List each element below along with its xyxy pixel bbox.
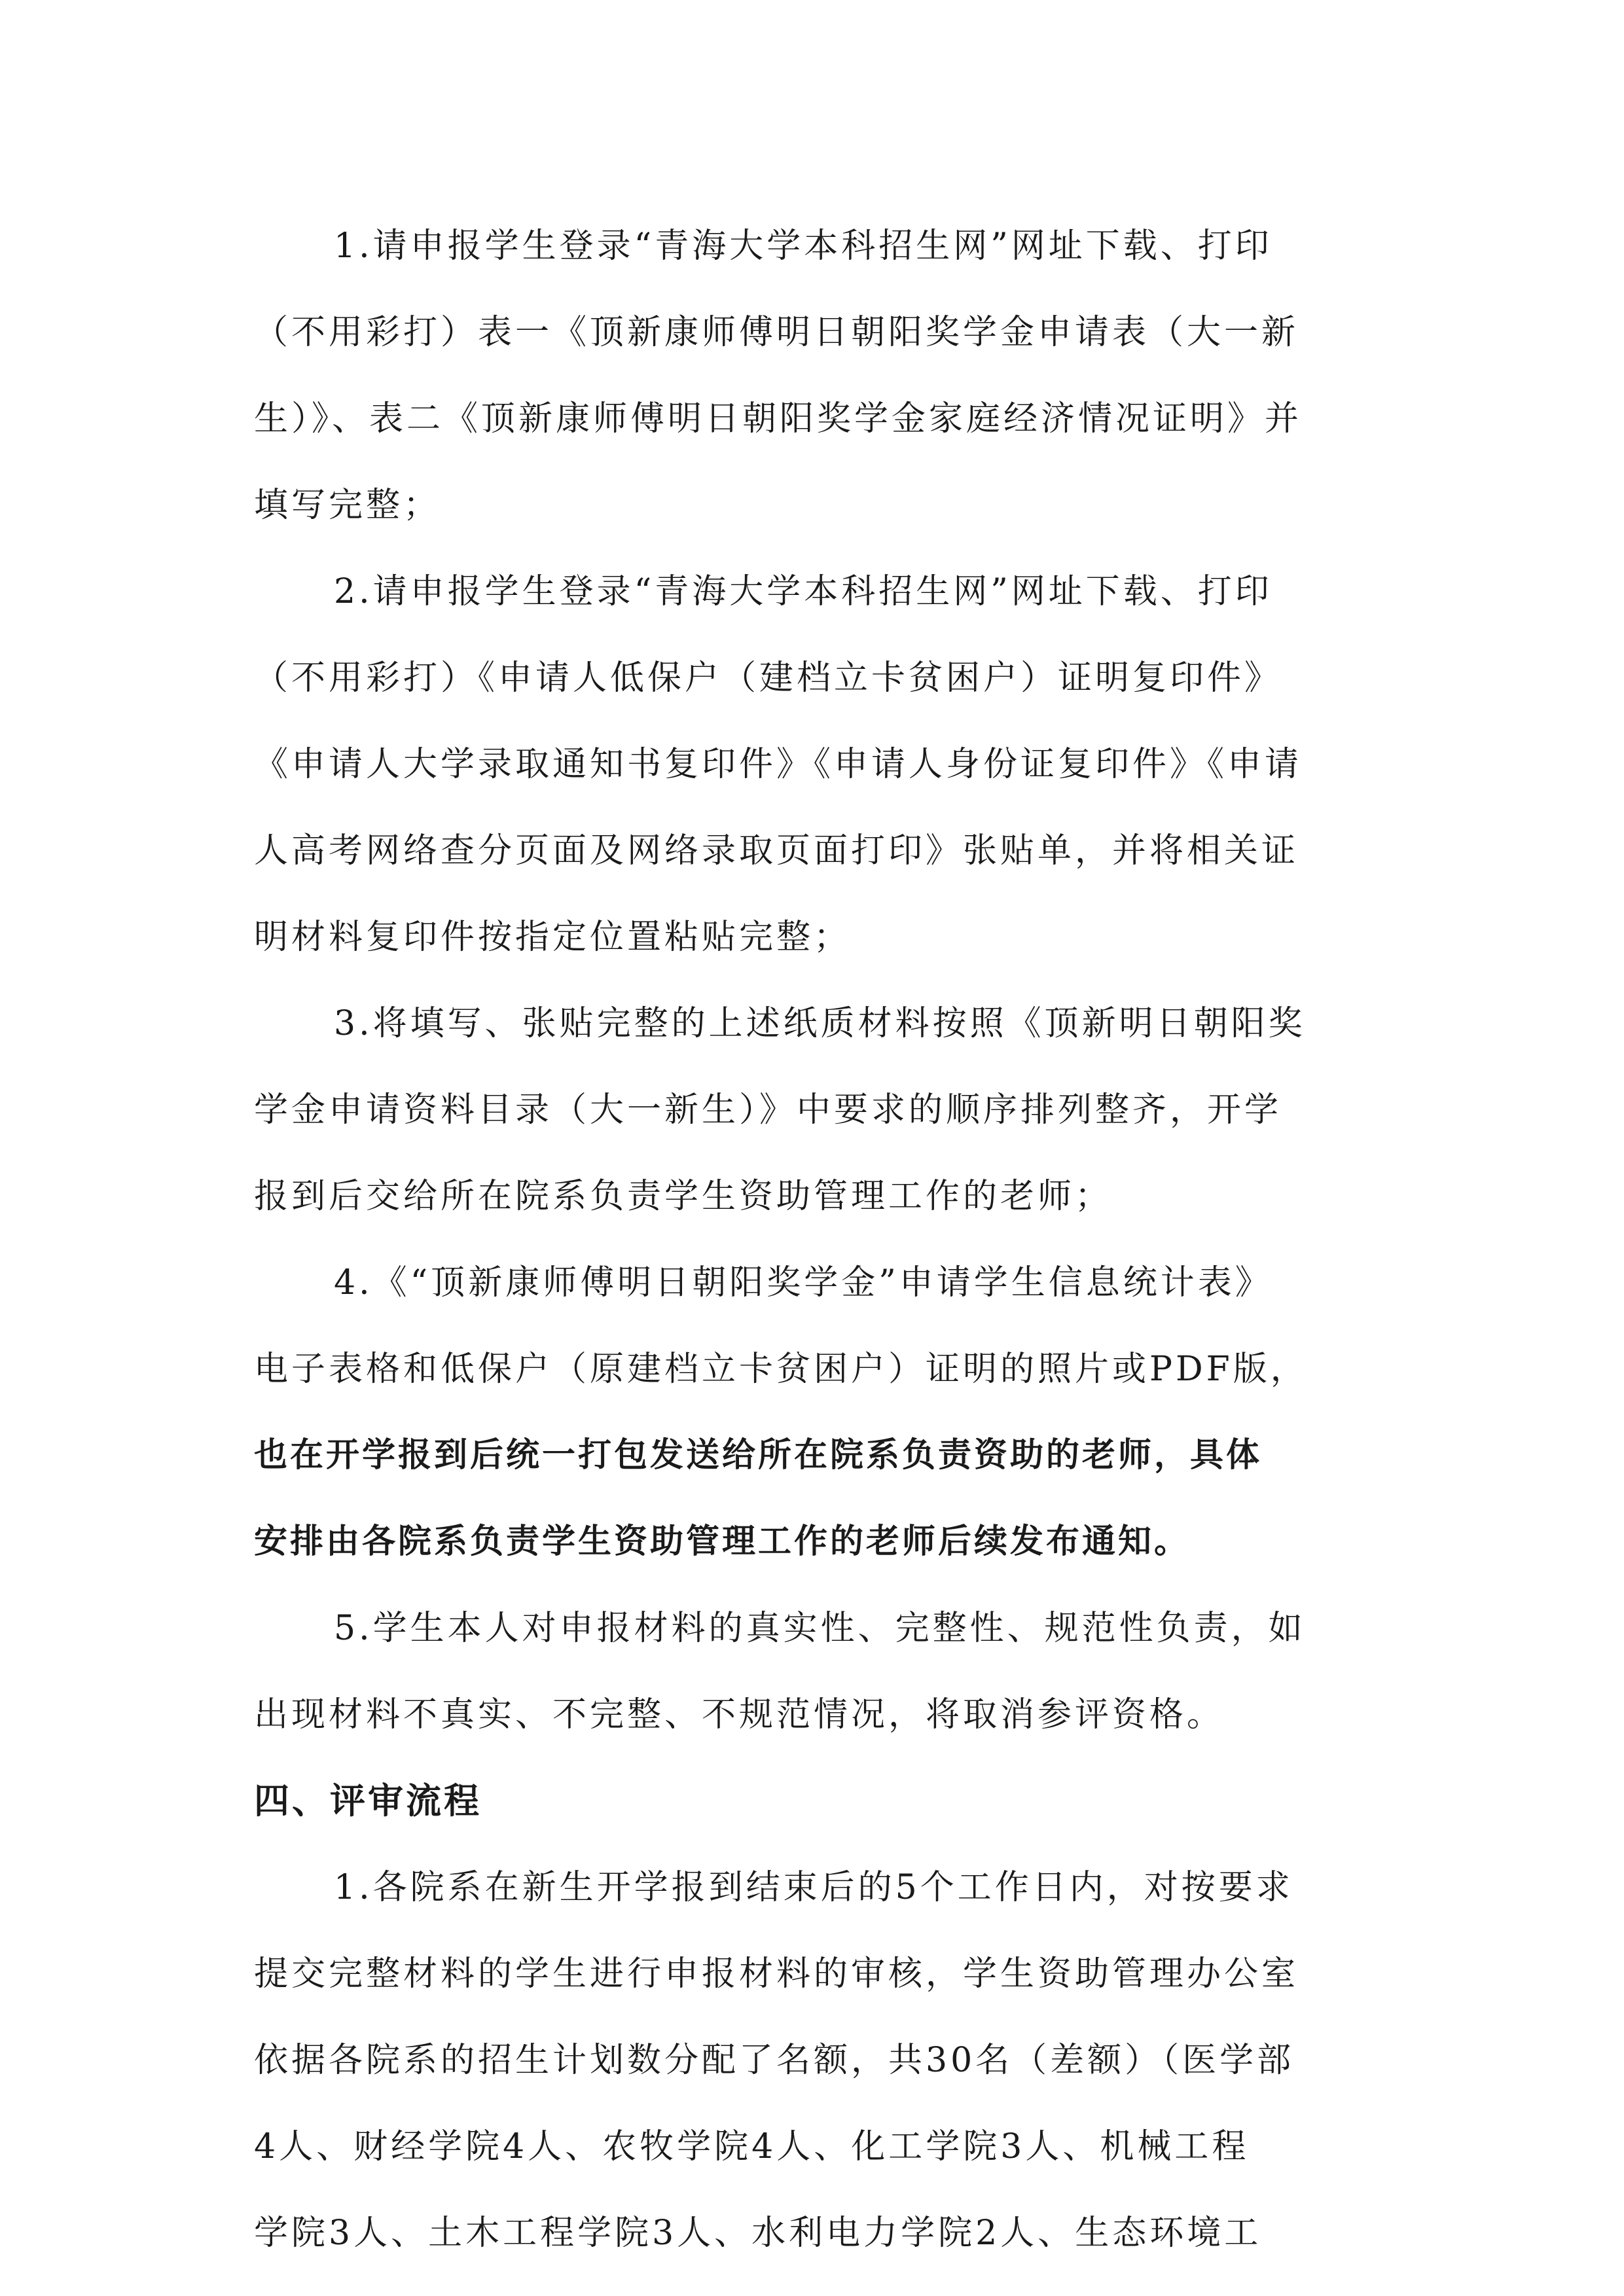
- section-item-1-line-1: 1.各院系在新生开学报到结束后的5个工作日内，对按要求: [334, 1868, 1293, 1907]
- item-3-line-2: 学金申请资料目录（大一新生）》中要求的顺序排列整齐，开学: [254, 1090, 1282, 1130]
- item-5-line-1: 5.学生本人对申报材料的真实性、完整性、规范性负责，如: [334, 1609, 1306, 1648]
- section-heading: 四、评审流程: [254, 1780, 482, 1821]
- item-2-line-1: 2.请申报学生登录“青海大学本科招生网”网址下载、打印: [334, 572, 1272, 611]
- item-3-line-3: 报到后交给所在院系负责学生资助管理工作的老师；: [254, 1177, 1113, 1216]
- item-1-line-2: （不用彩打）表一《顶新康师傅明日朝阳奖学金申请表（大一新: [254, 313, 1299, 352]
- item-4-line-1: 4.《“顶新康师傅明日朝阳奖学金”申请学生信息统计表》: [334, 1263, 1272, 1302]
- item-4-line-2: 电子表格和低保户（原建档立卡贫困户）证明的照片或PDF版，: [254, 1350, 1308, 1389]
- item-2-line-5: 明材料复印件按指定位置粘贴完整；: [254, 918, 852, 957]
- section-item-1-line-4: 4人、财经学院4人、农牧学院4人、化工学院3人、机械工程: [254, 2127, 1250, 2166]
- item-4-bold-line-1: 也在开学报到后统一打包发送给所在院系负责资助的老师，具体: [254, 1436, 1263, 1475]
- item-2-line-4: 人高考网络查分页面及网络录取页面打印》张贴单，并将相关证: [254, 831, 1299, 870]
- section-item-1-line-2: 提交完整材料的学生进行申报材料的审核，学生资助管理办公室: [254, 1954, 1299, 1994]
- item-2-line-3: 《申请人大学录取通知书复印件》《申请人身份证复印件》《申请: [254, 745, 1303, 784]
- section-item-1-line-5: 学院3人、土木工程学院3人、水利电力学院2人、生态环境工: [254, 2214, 1262, 2253]
- item-4-bold-line-2: 安排由各院系负责学生资助管理工作的老师后续发布通知。: [254, 1522, 1191, 1561]
- item-3-line-1: 3.将填写、张贴完整的上述纸质材料按照《顶新明日朝阳奖: [334, 1004, 1306, 1043]
- item-5-line-2: 出现材料不真实、不完整、不规范情况，将取消参评资格。: [254, 1695, 1225, 1734]
- item-1-line-3: 生）》、表二《顶新康师傅明日朝阳奖学金家庭经济情况证明》并: [254, 399, 1303, 439]
- item-1-line-4: 填写完整；: [254, 486, 441, 525]
- item-1-line-1: 1.请申报学生登录“青海大学本科招生网”网址下载、打印: [334, 226, 1272, 266]
- document-body: [254, 203, 1393, 2276]
- section-item-1-line-3: 依据各院系的招生计划数分配了名额，共30名（差额）（医学部: [254, 2041, 1295, 2080]
- item-2-line-2: （不用彩打）《申请人低保户（建档立卡贫困户）证明复印件》: [254, 658, 1282, 698]
